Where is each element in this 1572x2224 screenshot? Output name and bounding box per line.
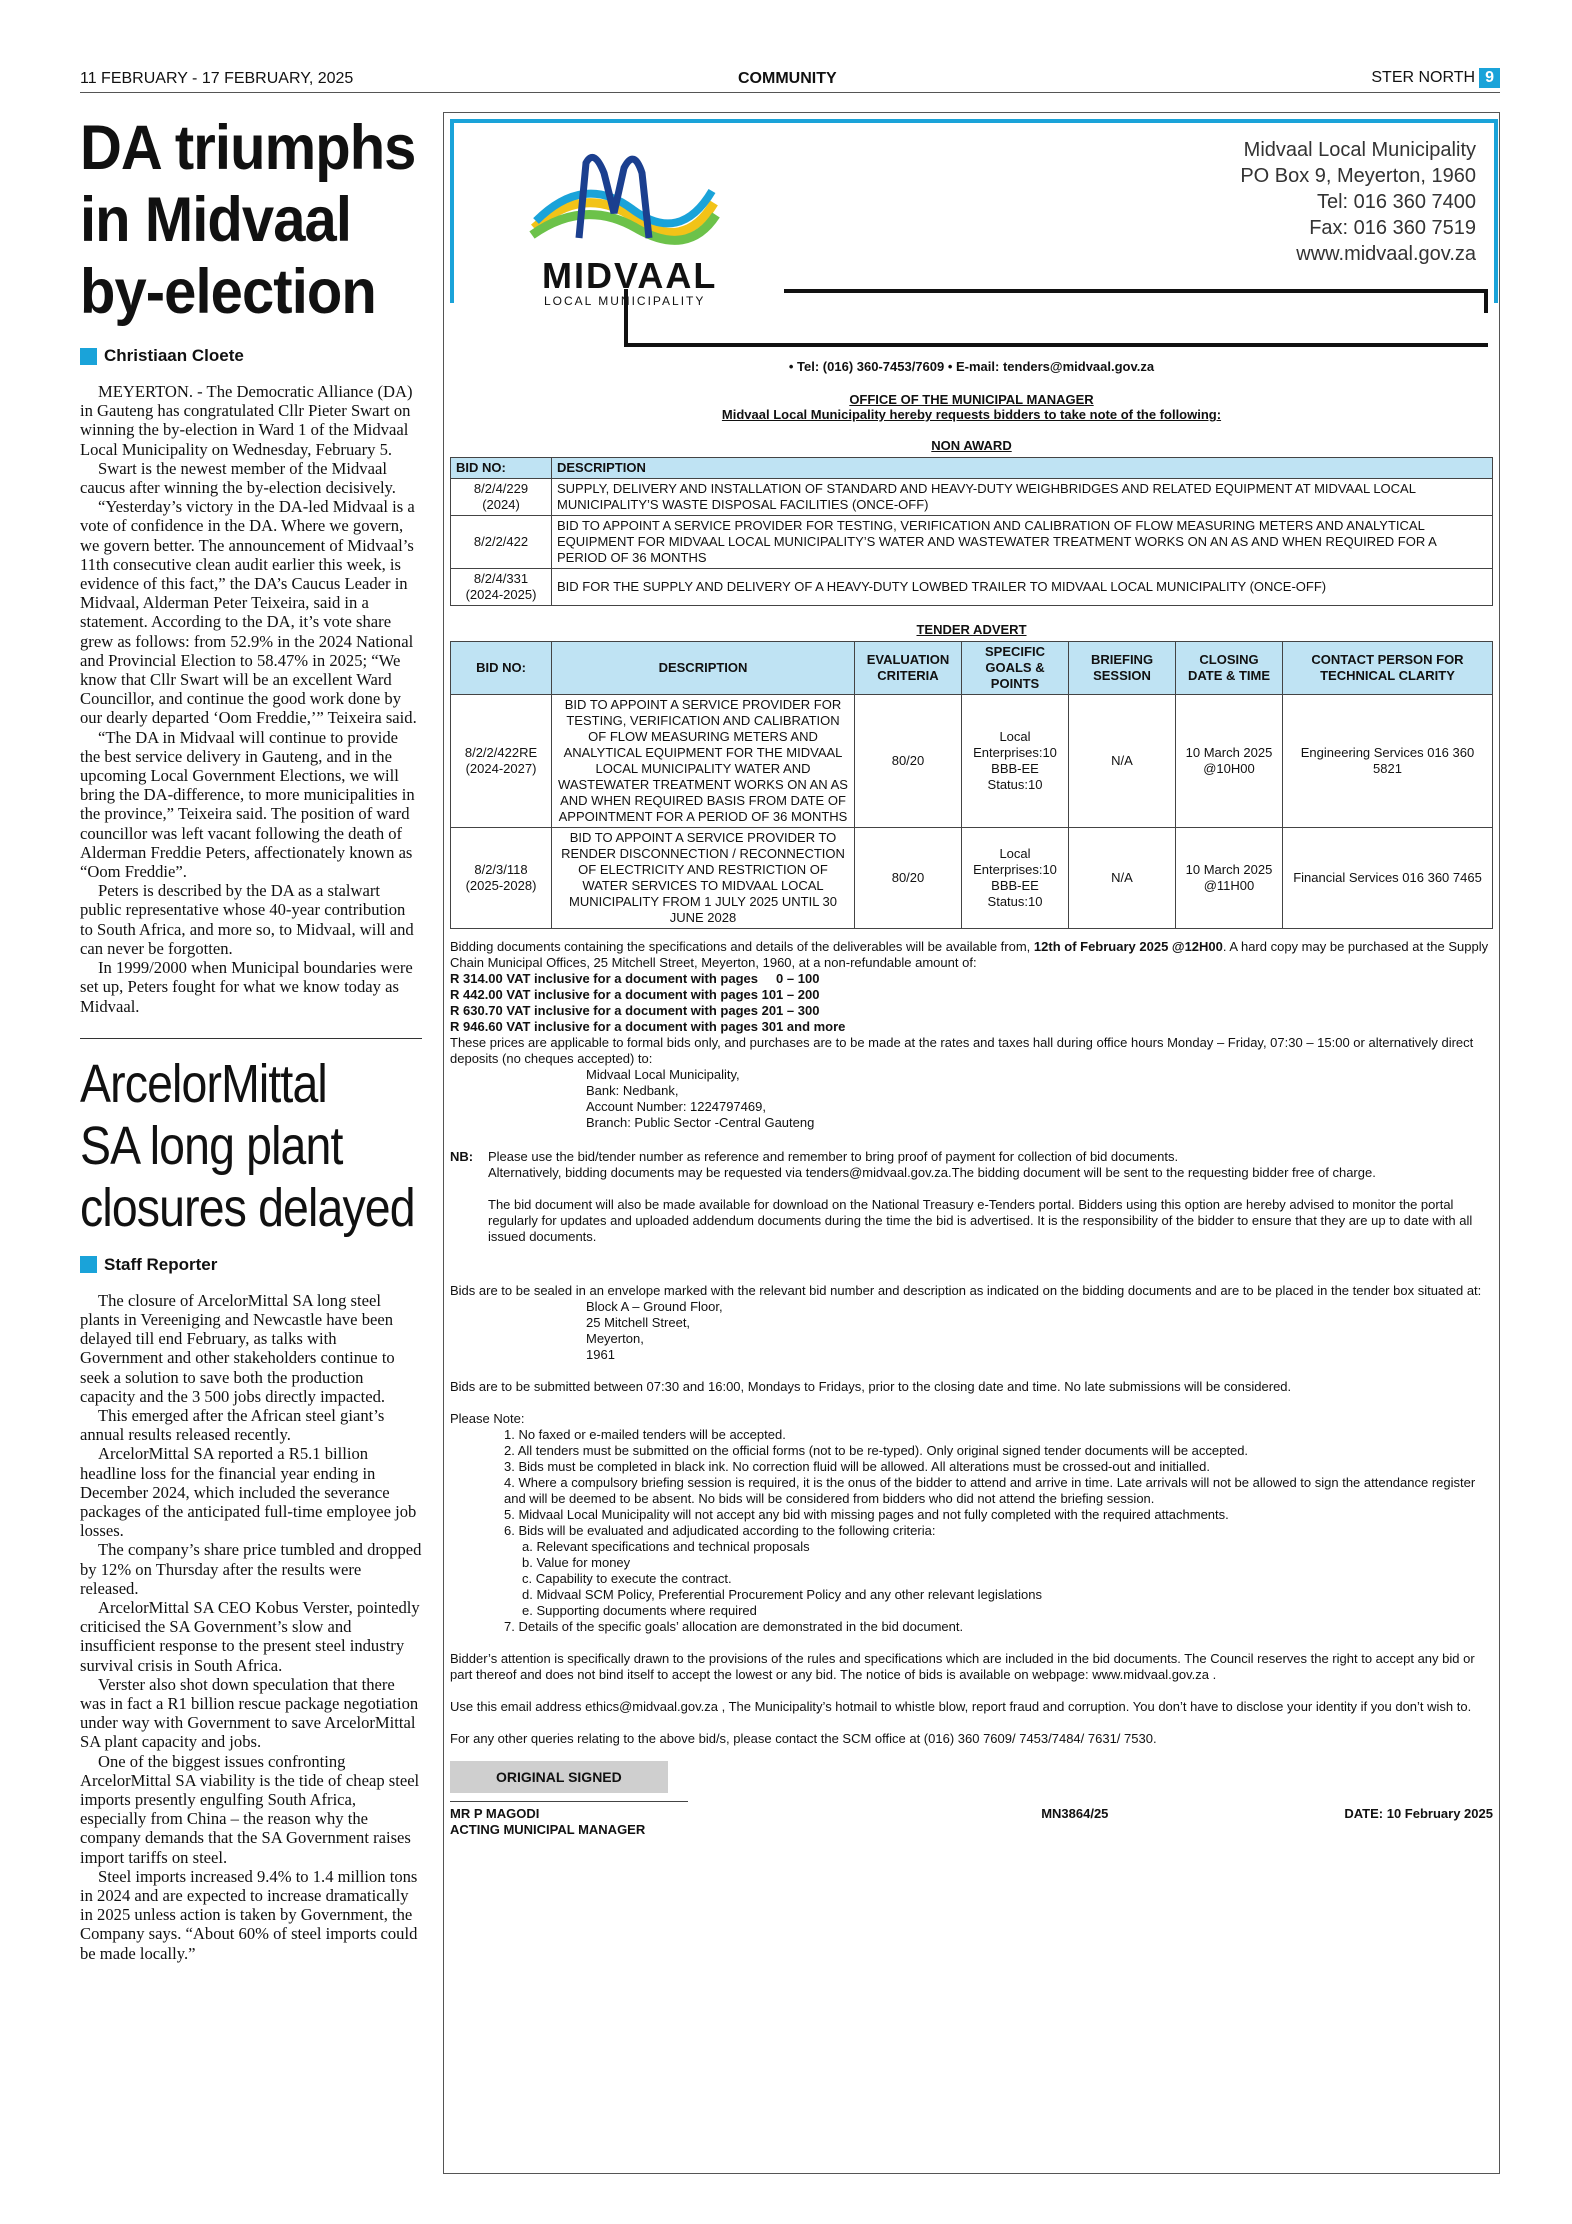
headline-line: by-election [80,257,376,327]
note-item: 7. Details of the specific goals’ allocation are demonstrated in the bid document. [504,1619,964,1634]
queries-text: For any other queries relating to the above bid/s, please contact the SCM office at (016) 360 7609/ 7453/7484/ 7631/ 7530. [450,1731,1157,1746]
column-header: DESCRIPTION [552,458,1493,479]
page-number: 9 [1479,68,1500,88]
original-signed-badge: ORIGINAL SIGNED [450,1761,668,1793]
table-row [451,516,1493,569]
headline-arcelormittal [80,1053,415,1239]
address-line: 1961 [586,1347,615,1362]
column-header: BID NO: [451,458,552,479]
non-award-table [450,457,1493,606]
address-line: 25 Mitchell Street, [586,1315,691,1330]
nb-line: Please use the bid/tender number as reference and remember to bring proof of payment for collection of bid documents. [488,1149,1179,1164]
article-divider [80,1038,422,1039]
tender-title: TENDER ADVERT [916,622,1027,637]
note-item: 2. All tenders must be submitted on the official forms (not to be re-typed). Only original signed tender documents will be accepted. [504,1443,1249,1458]
paragraph: “Yesterday’s victory in the DA-led Midvaal is a vote of confidence in the DA. Where we govern, we govern better. The announcement of Midvaal’s 11th consecutive clean audit earlier this week, is evidence of this fact,” the DA’s Caucus Leader in Midvaal, Alderman Peter Teixeira, said in a statement. According to the DA, it’s vote share grew as follows: from 52.9% in the 2024 National and Provincial Election to 58.47% in 2025; “We know that Cllr Swart will be an excellent Ward Councillor, and continue the good work done by our dearly departed ‘Oom Freddie,’” Teixeira said. [80,497,417,728]
bank-line: Bank: Nedbank, [586,1083,679,1098]
submission-text: Bids are to be submitted between 07:30 and 16:00, Mondays to Fridays, prior to the closing date and time. No late submissions will be considered. [450,1379,1292,1394]
column-header: BID NO: [451,642,552,695]
headline-line: DA triumphs [80,113,416,183]
signature-block [450,1761,1493,1838]
paragraph: ArcelorMittal SA reported a R5.1 billion headline loss for the financial year ending in December 2024, which included the severance packages of the anticipated full-time employee job losses. [80,1444,417,1541]
table-row [451,695,1493,828]
criteria-item: e. Supporting documents where required [522,1603,757,1618]
non-award-title: NON AWARD [931,438,1012,453]
bid-description: SUPPLY, DELIVERY AND INSTALLATION OF STANDARD AND HEAVY-DUTY WEIGHBRIDGES AND RELATED EQUIPMENT AT MIDVAAL LOCAL MUNICIPALITY’S WASTE DISPOSAL FACILITIES (ONCE-OFF) [552,479,1493,516]
evaluation-criteria: 80/20 [855,828,962,929]
left-column [80,100,422,1963]
paragraph: “The DA in Midvaal will continue to provide the best service delivery in Gauteng, and in the upcoming Local Government Elections, we will bring the DA-difference, to more municipalities in the province,” Teixeira said. The position of ward councillor was left vacant following the death of Alderman Freddie Peters, affectionately known as “Oom Freddie”. [80,727,415,882]
address-line: Tel: 016 360 7400 [1316,191,1476,213]
column-header: DESCRIPTION [552,642,855,695]
signature-rule [450,1801,688,1802]
article-body [80,1291,422,1963]
sealed-text: Bids are to be sealed in an envelope marked with the relevant bid number and description as indicated on the bidding documents and are to be placed in the tender box situated at: [450,1283,1482,1298]
article-arcelormittal [80,1053,422,1963]
paragraph: One of the biggest issues confronting ArcelorMittal SA viability is the tide of cheap steel imports presently engulfing South Africa, especially from China – the reason why the company demands that the SA Government raises import tariffs on steel. [80,1751,420,1867]
nb-label: NB: [450,1149,474,1164]
criteria-item: c. Capability to execute the contract. [522,1571,732,1586]
criteria-item: b. Value for money [522,1555,631,1570]
signer-title: ACTING MUNICIPAL MANAGER [450,1822,646,1837]
table-header-row [451,642,1493,695]
request-line: Midvaal Local Municipality hereby requests bidders to take note of the following: [721,407,1222,422]
availability-date: 12th of February 2025 @12H00 [1033,939,1223,954]
paragraph: The closure of ArcelorMittal SA long steel plants in Vereeniging and Newcastle have been delayed till end February, as talks with Government and other stakeholders continue to seek a solution to save both the production capacity and the 3 500 jobs directly impacted. [80,1290,395,1406]
bid-description: BID TO APPOINT A SERVICE PROVIDER TO RENDER DISCONNECTION / RECONNECTION OF ELECTRICITY AND RESTRICTION OF WATER SERVICES TO MIDVAAL LOCAL MUNICIPALITY FROM 1 JULY 2025 UNTIL 30 JUNE 2028 [552,828,855,929]
paragraph: The company’s share price tumbled and dropped by 12% on Thursday after the results were released. [80,1540,422,1598]
closing-date: 10 March 2025 @10H00 [1176,695,1283,828]
column-header: EVALUATION CRITERIA [855,642,962,695]
contact-person: Engineering Services 016 360 5821 [1283,695,1493,828]
paper-name: STER NORTH [1371,69,1476,86]
note-item: 3. Bids must be completed in black ink. No correction fluid will be allowed. All alterations must be crossed-out and initialled. [504,1459,1210,1474]
note-item: 5. Midvaal Local Municipality will not accept any bid with missing pages and not fully completed with the required attachments. [504,1507,1229,1522]
briefing-session: N/A [1069,828,1176,929]
byline-square-icon [80,1256,97,1273]
section-name: COMMUNITY [738,70,837,87]
etender-text: The bid document will also be made available for download on the National Treasury e-Tenders portal. Bidders using this option are hereby advised to monitor the portal regularly for updates and uploaded addendum documents during the time the bid is advertised. It is the responsibility of the bidder to ensure that they are up to date with all issued documents. [488,1197,1473,1244]
paragraph: MEYERTON. - The Democratic Alliance (DA) in Gauteng has congratulated Cllr Pieter Swart on winning the by-election in Ward 1 of the Midvaal Local Municipality on Wednesday, February 5. [80,382,413,459]
table-row [451,569,1493,606]
article-da [80,112,422,1016]
tender-table [450,641,1493,929]
price-line: R 630.70 VAT inclusive for a document with pages 201 – 300 [450,1003,820,1018]
headline-line: closures delayed [80,1177,415,1238]
headline-line: SA long plant [80,1115,343,1176]
bank-line: Branch: Public Sector -Central Gauteng [586,1115,815,1130]
paper-name-block [1371,68,1500,88]
paragraph: Verster also shot down speculation that there was in fact a R1 billion rescue package negotiation under way with Government to save ArcelorMittal SA plant capacity and jobs. [80,1674,419,1752]
midvaal-swoosh-icon [524,143,724,253]
bid-description: BID FOR THE SUPPLY AND DELIVERY OF A HEAVY-DUTY LOWBED TRAILER TO MIDVAAL LOCAL MUNICIPALITY (ONCE-OFF) [552,569,1493,606]
issue-date: 11 FEBRUARY - 17 FEBRUARY, 2025 [80,70,354,87]
letterhead [450,119,1498,308]
byline [80,1255,422,1275]
column-header: SPECIFIC GOALS & POINTS [962,642,1069,695]
evaluation-criteria: 80/20 [855,695,962,828]
please-note-label: Please Note: [450,1411,525,1426]
contact-line: • Tel: (016) 360-7453/7609 • E-mail: tenders@midvaal.gov.za [788,359,1155,374]
note-item: 6. Bids will be evaluated and adjudicated according to the following criteria: [504,1523,936,1538]
bid-number: 8/2/2/422RE (2024-2027) [451,695,552,828]
nb-content [488,1149,1493,1245]
table-row [451,828,1493,929]
signer [450,1806,645,1838]
bank-line: Midvaal Local Municipality, [586,1067,740,1082]
bid-description: BID TO APPOINT A SERVICE PROVIDER FOR TESTING, VERIFICATION AND CALIBRATION OF FLOW MEASURING METERS AND ANALYTICAL EQUIPMENT FOR THE MIDVAAL LOCAL MUNICIPALITY WATER AND WASTEWATER TREATMENT WORKS ON AN AS AND WHEN REQUIRED BASIS FROM DATE OF APPOINTMENT FOR A PERIOD OF 36 MONTHS [552,695,855,828]
table-header-row [451,458,1493,479]
office-title: OFFICE OF THE MUNICIPAL MANAGER [849,392,1094,407]
notes-list [504,1427,1493,1635]
note-item: 1. No faxed or e-mailed tenders will be accepted. [504,1427,786,1442]
nb-line: Alternatively, bidding documents may be requested via tenders@midvaal.gov.za.The bidding document will be sent to the requesting bidder free of charge. [488,1165,1376,1180]
tender-advert [443,112,1500,2174]
bid-number: 8/2/4/229 (2024) [451,479,552,516]
paragraph: In 1999/2000 when Municipal boundaries were set up, Peters fought for what we know today as Midvaal. [80,958,413,1016]
availability-pre: Bidding documents containing the specifications and details of the deliverables will be available from, [450,939,1034,954]
headline-line: ArcelorMittal [80,1053,327,1114]
bid-description: BID TO APPOINT A SERVICE PROVIDER FOR TESTING, VERIFICATION AND CALIBRATION OF FLOW MEASURING METERS AND ANALYTICAL EQUIPMENT FOR MIDVAAL LOCAL MUNICIPALITY’S WATER AND WASTEWATER TREATMENT WORKS ON AN AS AND WHEN REQUIRED FOR A PERIOD OF 36 MONTHS [552,516,1493,569]
header-rule [80,92,1500,93]
bid-number: 8/2/4/331 (2024-2025) [451,569,552,606]
criteria-item: d. Midvaal SCM Policy, Preferential Procurement Policy and any other relevant legislations [522,1587,1042,1602]
prices-note: These prices are applicable to formal bids only, and purchases are to be made at the rates and taxes hall during office hours Monday – Friday, 07:30 – 15:00 or alternatively direct deposits (no cheques accepted) to: [450,1035,1474,1066]
midvaal-logo [524,143,724,308]
table-row [451,479,1493,516]
paragraph: This emerged after the African steel giant’s annual results released recently. [80,1405,385,1445]
availability-post: . A hard copy may be purchased at the Supply Chain Municipal Offices, 25 Mitchell Street, Meyerton, 1960, at a non-refundable amount of: [450,939,1489,970]
byline-square-icon [80,348,97,365]
address-line: Midvaal Local Municipality [1243,139,1476,161]
paragraph: ArcelorMittal SA CEO Kobus Verster, pointedly criticised the SA Government’s slow and insufficient response to the present steel industry survival crisis in South Africa. [80,1597,420,1675]
tender-box-address [586,1299,1493,1363]
note-item: 4. Where a compulsory briefing session is required, it is the onus of the bidder to attend and arrive in time. Late arrivals will not be allowed to sign the attendance register and will be deemed to be absent. No bids will be considered from bidders who did not attend the briefing session. [504,1475,1476,1506]
closing-date: 10 March 2025 @11H00 [1176,828,1283,929]
ethics-text: Use this email address ethics@midvaal.gov.za , The Municipality’s hotmail to whistle blow, report fraud and corruption. You don’t have to disclose your identity if you don’t wish to. [450,1699,1472,1714]
criteria-list [522,1539,1493,1619]
specific-goals: Local Enterprises:10 BBB-EE Status:10 [962,695,1069,828]
paragraph: Swart is the newest member of the Midvaal caucus after winning the by-election decisively. [80,458,396,498]
advert-terms [450,939,1493,1838]
price-line: R 442.00 VAT inclusive for a document with pages 101 – 200 [450,987,820,1002]
contact-person: Financial Services 016 360 7465 [1283,828,1493,929]
article-body [80,382,422,1016]
paragraph: Steel imports increased 9.4% to 1.4 million tons in 2024 and are expected to increase dramatically in 2025 unless action is taken by Government, the Company says. “About 60% of steel imports could be made locally.” [80,1866,418,1963]
column-header: BRIEFING SESSION [1069,642,1176,695]
briefing-session: N/A [1069,695,1176,828]
nb-block [450,1149,1493,1245]
specific-goals: Local Enterprises:10 BBB-EE Status:10 [962,828,1069,929]
address-line: PO Box 9, Meyerton, 1960 [1240,165,1476,187]
bid-number: 8/2/2/422 [451,516,552,569]
tender-table-wrap [450,641,1493,929]
logo-subtitle: LOCAL MUNICIPALITY [544,294,706,308]
criteria-item: a. Relevant specifications and technical proposals [522,1539,810,1554]
notice-date: DATE: 10 February 2025 [1344,1806,1493,1821]
byline-name: Christiaan Cloete [104,346,244,365]
attention-text: Bidder’s attention is specifically drawn to the provisions of the rules and specifications which are included in the bid documents. The Council reserves the right to accept any bid or part thereof and does not bind itself to accept the lowest or any bid. The notice of bids is available on webpage: www.midvaal.gov.za . [450,1651,1475,1682]
price-line: R 314.00 VAT inclusive for a document with pages 0 – 100 [450,971,820,986]
bank-line: Account Number: 1224797469, [586,1099,766,1114]
address-line: Meyerton, [586,1331,644,1346]
headline-da [80,112,416,328]
paragraph: Peters is described by the DA as a stalwart public representative whose 40-year contribution to South Africa, and more so, to Midvaal, will and can never be forgotten. [80,881,414,958]
byline [80,346,422,366]
address-line: www.midvaal.gov.za [1296,243,1476,265]
address-line: Fax: 016 360 7519 [1309,217,1476,239]
signature-row [450,1806,1493,1838]
municipality-address [1240,137,1476,267]
letterhead-frame [784,289,1488,313]
byline-name: Staff Reporter [104,1254,218,1274]
notice-reference: MN3864/25 [1041,1806,1109,1821]
bid-number: 8/2/3/118 (2025-2028) [451,828,552,929]
availability-text [450,939,1493,971]
column-header: CONTACT PERSON FOR TECHNICAL CLARITY [1283,642,1493,695]
bank-details [586,1067,1493,1131]
advert-content [444,359,1499,1838]
price-line: R 946.60 VAT inclusive for a document with pages 301 and more [450,1019,846,1034]
column-header: CLOSING DATE & TIME [1176,642,1283,695]
address-line: Block A – Ground Floor, [586,1299,723,1314]
non-award-table-wrap [450,457,1493,606]
headline-line: in Midvaal [80,185,352,255]
logo-wordmark: MIDVAAL [542,255,718,296]
signer-name: MR P MAGODI [450,1806,540,1821]
